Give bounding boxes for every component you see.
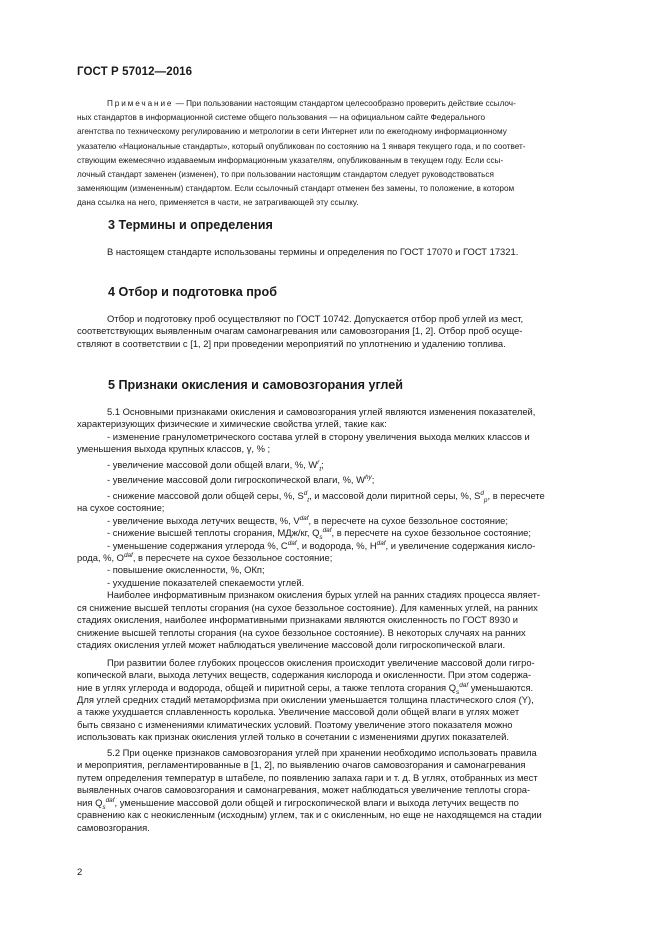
list-item-sulfur: - снижение массовой доли общей серы, %, $S^d_t$, и массовой доли пиритной серы, %, $S^d_p$, в пересчете	[107, 489, 545, 504]
para-5-2-line: и мероприятия, регламентированные в [1, 2], по выявлению очагов самовозгорания и самонагревания	[77, 759, 526, 771]
para-5-2-line: путем определения температур в штабеле, по появлению запаха гари и т. д. В углях, отобранных из мест	[77, 771, 538, 783]
page-number: 2	[77, 867, 83, 878]
para-deep-oxidation-line: копической влаги, выхода летучих веществ, содержания кислорода и окисленности. При этом содержа-	[77, 669, 532, 681]
list-item-carbon: - уменьшение содержания углерода %, $C^{daf}$, и водорода, %, $H^{daf}$, и увеличение содержания кисло-	[107, 539, 536, 551]
note-line: указателю «Национальные стандарты», который опубликован по состоянию на 1 января текущего года, и по соответ-	[77, 141, 526, 151]
list-item-volatile: - увеличение выхода летучих веществ, %, $V^{daf}$, в пересчете на сухое беззольное состояние;	[107, 514, 508, 526]
list-item-caking: - ухудшение показателей спекаемости углей.	[107, 576, 305, 588]
para-brown-coal-line: стадиях окисления углей может наблюдаться увеличение массовой доли гигроскопической влаги.	[77, 639, 506, 651]
para-brown-coal-line: ся снижение высшей теплоты сгорания (на сухое беззольное состояние). Для каменных углей, на ранних	[77, 601, 538, 613]
para-deep-oxidation-line: ние в углях углерода и водорода, общей и пиритной серы, а также теплота сгорания $Q_s^{daf}$ уменьшаются.	[77, 681, 534, 696]
standard-code: ГОСТ Р 57012—2016	[77, 66, 193, 78]
list-item-calorific: - снижение высшей теплоты сгорания, МДж/кг, $Q_s^{daf}$, в пересчете на сухое беззольное состояние;	[107, 526, 531, 541]
para-deep-oxidation-line: использовать как признак окисления углей только в сочетании с изменениями других показателей.	[77, 731, 509, 743]
para-5-2-line: ния $Q_s^{daf}$, уменьшение массовой доли общей и гигроскопической влаги и выхода летучих веществ по	[77, 796, 519, 811]
note-line: дана ссылка на него, применяется в части, не затрагивающей эту ссылку.	[77, 198, 359, 208]
list-item-oxygen: рода, %, $O^{daf}$, в пересчете на сухое беззольное состояние;	[77, 551, 333, 563]
section-3-text: В настоящем стандарте использованы термины и определения по ГОСТ 17070 и ГОСТ 17321.	[107, 246, 519, 257]
note-label: Примечание	[107, 99, 174, 108]
para-brown-coal-line: Наиболее информативным признаком окисления бурых углей на ранних стадиях процесса являет-	[107, 589, 541, 601]
section-5-heading: 5 Признаки окисления и самовозгорания углей	[108, 378, 403, 392]
list-item-granulometry: - изменение гранулометрического состава углей в сторону увеличения выхода мелких классов и	[107, 430, 530, 442]
note-line: Примечание — При пользовании настоящим стандартом целесообразно проверить действие ссылоч-	[107, 99, 516, 108]
para-deep-oxidation-line: быть связано с изменениями климатических условий. Поэтому увеличение этого показателя можно	[77, 718, 513, 730]
note-line: ствующим ежемесячно издаваемым информационным указателям, опубликованным в текущем году. Если ссы-	[77, 155, 504, 165]
para-5-2-line: 5.2 При оценке признаков самовозгорания углей при хранении необходимо использовать правила	[107, 746, 537, 758]
reference-note	[77, 97, 611, 211]
note-line: агентства по техническому регулированию и метрологии в сети Интернет или по ежегодному информационному	[77, 127, 507, 137]
list-item-sulfur-cont: на сухое состояние;	[77, 502, 165, 514]
note-line: лочный стандарт заменен (изменен), то при пользовании настоящим стандартом следует руководствоваться	[77, 170, 494, 180]
note-line: заменяющим (измененным) стандартом. Если ссылочный стандарт отменен без замены, то положение, в котором	[77, 184, 515, 194]
list-item-hygro-moisture: - увеличение массовой доли гигроскопической влаги, %, $W^{hy}$;	[107, 474, 375, 486]
section-4-heading: 4 Отбор и подготовка проб	[108, 285, 277, 299]
para-deep-oxidation-line: а также ухудшается сплавленность королька. Увеличение массовой доли общей влаги в углях может	[77, 706, 520, 718]
para-deep-oxidation-line: При развитии более глубоких процессов окисления происходит увеличение массовой доли гигро-	[107, 656, 535, 668]
list-item-granulometry-cont: уменьшения выхода крупных классов, γ, % ;	[77, 443, 271, 455]
list-item-total-moisture: - увеличение массовой доли общей влаги, %, $W^r_t$;	[107, 458, 324, 473]
section-3-heading: 3 Термины и определения	[108, 218, 273, 232]
para-5-1-line: 5.1 Основными признаками окисления и самовозгорания углей являются изменения показателей,	[107, 406, 536, 417]
para-deep-oxidation-line: Для углей средних стадий метаморфизма при окислении уменьшается толщина пластического слоя (Y),	[77, 693, 534, 705]
para-brown-coal-line: снижение высшей теплоты сгорания (на сухое беззольное состояние). В некоторых случаях на ранних	[77, 626, 526, 638]
para-5-1-line: характеризующих физические и химические свойства углей, такие как:	[77, 418, 387, 430]
list-item-oxidation: - повышение окисленности, %, ОКп;	[107, 564, 265, 576]
section-5-body	[77, 406, 611, 834]
para-brown-coal-line: стадиях окисления, наиболее информативными признаками являются окисленность по ГОСТ 8930 и	[77, 614, 519, 626]
note-line: ных стандартов в информационной системе общего пользования — на официальном сайте Федерального	[77, 113, 486, 123]
para-5-2-line: сравнению как с неокисленным (исходным) углем, так и с окисленным, но еще не находящемся на стадии	[77, 809, 542, 821]
para-5-2-line: самовозгорания.	[77, 821, 150, 833]
para-5-2-line: выявленных очагов самовозгорания и самонагревания, может наблюдаться увеличение теплоты сгора-	[77, 784, 531, 796]
section-4-text: Отбор и подготовку проб осуществляют по ГОСТ 10742. Допускается отбор проб углей из мест, соответствующих выявленным очагам самонагревания или самовозгорания [1, 2]. Отбор проб осуще- ствляют в соответствии с [1, 2] при проведении мероприятий по уплотнению и удалению топлива.	[77, 313, 524, 349]
